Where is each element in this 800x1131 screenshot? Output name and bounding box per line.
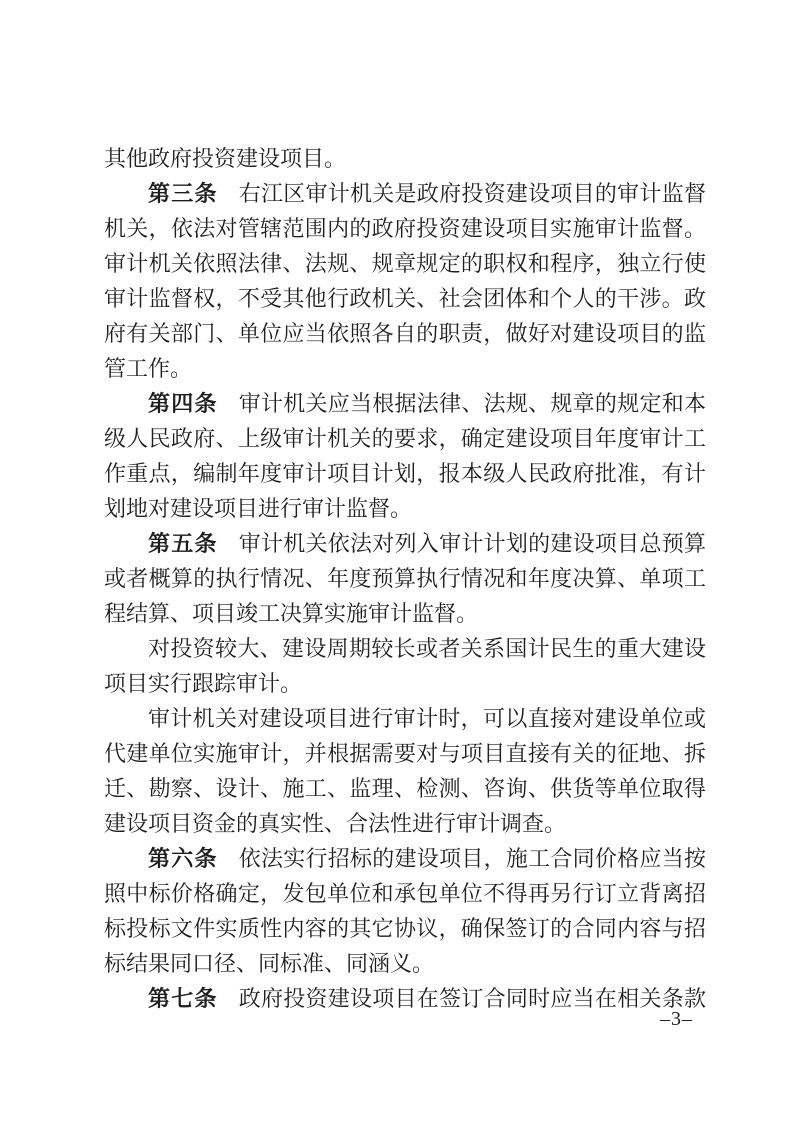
paragraph-text: 审计机关依法对列入审计计划的建设项目总预算或者概算的执行情况、年度预算执行情况和年度决算、单项工程结算、项目竣工决算实施审计监督。 [104,531,706,626]
paragraph-text: 依法实行招标的建设项目，施工合同价格应当按照中标价格确定，发包单位和承包单位不得再另行订立背离招标投标文件实质性内容的其它协议，确保签订的合同内容与招标结果同口径、同标准、同涵义。 [104,846,706,976]
paragraph-text: 对投资较大、建设周期较长或者关系国计民生的重大建设项目实行跟踪审计。 [104,636,706,696]
paragraph-text: 审计机关应当根据法律、法规、规章的规定和本级人民政府、上级审计机关的要求，确定建设项目年度审计工作重点，编制年度审计项目计划，报本级人民政府批准，有计划地对建设项目进行审计监督。 [104,391,706,521]
body-paragraph [104,141,706,176]
page-number: –3– [660,1008,693,1030]
article-number: 第三条 [148,181,218,206]
paragraph-text: 其他政府投资建设项目。 [104,146,347,171]
document-body [104,141,706,1016]
article-number: 第四条 [148,391,218,416]
article-number: 第七条 [148,986,218,1011]
article-number: 第五条 [148,531,218,556]
article-paragraph [104,526,706,631]
article-paragraph [104,386,706,526]
paragraph-text: 右江区审计机关是政府投资建设项目的审计监督机关，依法对管辖范围内的政府投资建设项目实施审计监督。审计机关依照法律、法规、规章规定的职权和程序，独立行使审计监督权，不受其他行政机关、社会团体和个人的干涉。政府有关部门、单位应当依照各自的职责，做好对建设项目的监管工作。 [104,181,706,381]
article-paragraph [104,176,706,386]
paragraph-text: 审计机关对建设项目进行审计时，可以直接对建设单位或代建单位实施审计，并根据需要对与项目直接有关的征地、拆迁、勘察、设计、施工、监理、检测、咨询、供货等单位取得建设项目资金的真实性、合法性进行审计调查。 [104,706,706,836]
article-paragraph [104,981,706,1016]
article-number: 第六条 [148,846,218,871]
paragraph-text: 政府投资建设项目在签订合同时应当在相关条款 [238,986,706,1011]
body-paragraph [104,701,706,841]
article-paragraph [104,841,706,981]
body-paragraph [104,631,706,701]
